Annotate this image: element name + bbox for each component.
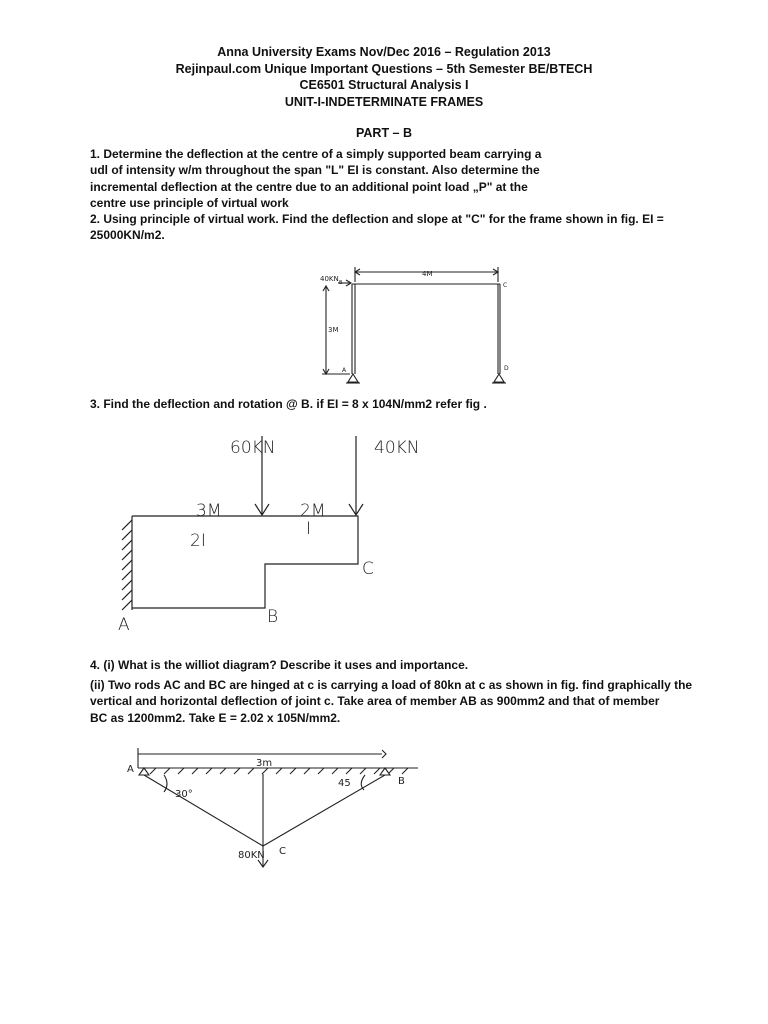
- question-2: [90, 211, 690, 244]
- ceiling-hatch-icon: [150, 768, 408, 774]
- point-b-label: B: [398, 776, 405, 787]
- span-label: 4M: [422, 270, 433, 278]
- pin-support-a-icon: [139, 768, 149, 775]
- q4-truss-figure: [120, 742, 430, 874]
- q2-line: 2. Using principle of virtual work. Find the deflection and slope at "C" for the frame shown in fig. EI =: [90, 212, 664, 226]
- load-40kn-label: 40KN: [374, 438, 420, 458]
- q1-line: 1. Determine the deflection at the centre of a simply supported beam carrying a: [90, 147, 542, 161]
- point-c-label: C: [362, 559, 374, 579]
- question-4: [90, 657, 690, 673]
- angle-45-label: 45: [338, 778, 351, 789]
- load-60kn-label: 60KN: [230, 438, 276, 458]
- angle-30-arc: [164, 775, 167, 792]
- q1-line: centre use principle of virtual work: [90, 195, 289, 210]
- q4-part-i: 4. (i) What is the williot diagram? Describe it uses and importance.: [90, 658, 469, 672]
- rod-bc: [263, 775, 385, 846]
- q3-cantilever-figure: [110, 428, 440, 638]
- part-title: PART – B: [355, 126, 413, 140]
- header-line-unit: UNIT-I-INDETERMINATE FRAMES: [284, 94, 484, 109]
- q1-line: incremental deflection at the centre due to an additional point load „P" at the: [90, 179, 528, 194]
- dim-arrow-right-icon: [382, 750, 386, 758]
- support-d-label: D: [504, 365, 509, 372]
- point-a-label: A: [118, 615, 130, 635]
- q1-line: udl of intensity w/m throughout the span "L" EI is constant. Also determine the: [90, 163, 540, 178]
- question-4-part-ii: [90, 677, 693, 726]
- pin-support-a-icon: [348, 374, 358, 382]
- pin-support-b-icon: [380, 768, 390, 775]
- header-line-course: CE6501 Structural Analysis I: [299, 78, 469, 92]
- q2-line: 25000KN/m2.: [90, 228, 165, 243]
- point-b-label: B: [267, 607, 279, 627]
- rod-ac: [144, 775, 263, 846]
- height-label: 3M: [328, 326, 339, 334]
- q4-part-ii-line: vertical and horizontal deflection of joint c. Take area of member AB as 900mm2 and that of member: [90, 694, 660, 709]
- point-c-label: C: [279, 846, 286, 857]
- document-header: [0, 44, 768, 110]
- joint-c-label: C: [503, 282, 508, 289]
- load-subscript-label: B: [339, 280, 343, 286]
- header-line-exam: Anna University Exams Nov/Dec 2016 – Regulation 2013: [217, 45, 551, 59]
- question-1: [90, 146, 690, 211]
- stiffness-2i-label: 2I: [190, 531, 206, 551]
- span-label: 3m: [256, 758, 273, 769]
- cantilever-outline: [132, 516, 358, 608]
- header-line-source: Rejinpaul.com Unique Important Questions – 5th Semester BE/BTECH: [175, 61, 593, 76]
- q4-part-ii-line: (ii) Two rods AC and BC are hinged at c is carrying a load of 80kn at c as shown in fig. find graphically the: [90, 678, 693, 692]
- q4-part-ii-line: BC as 1200mm2. Take E = 2.02 x 105N/mm2.: [90, 710, 341, 725]
- q3-text: 3. Find the deflection and rotation @ B. if EI = 8 x 104N/mm2 refer fig .: [90, 397, 487, 411]
- load-label: 40KN: [320, 275, 339, 283]
- q2-frame-figure: [300, 262, 530, 387]
- angle-30-label: 30°: [175, 789, 193, 800]
- pin-support-d-icon: [494, 374, 504, 382]
- support-a-label: A: [342, 367, 347, 374]
- segment-2m-label: 2M: [300, 501, 326, 521]
- stiffness-i-label: I: [306, 519, 312, 539]
- fixed-support-hatch-icon: [122, 520, 132, 610]
- question-3: [90, 396, 690, 412]
- segment-3m-label: 3M: [196, 501, 222, 521]
- point-a-label: A: [127, 764, 134, 775]
- load-80kn-label: 80KN: [238, 850, 265, 861]
